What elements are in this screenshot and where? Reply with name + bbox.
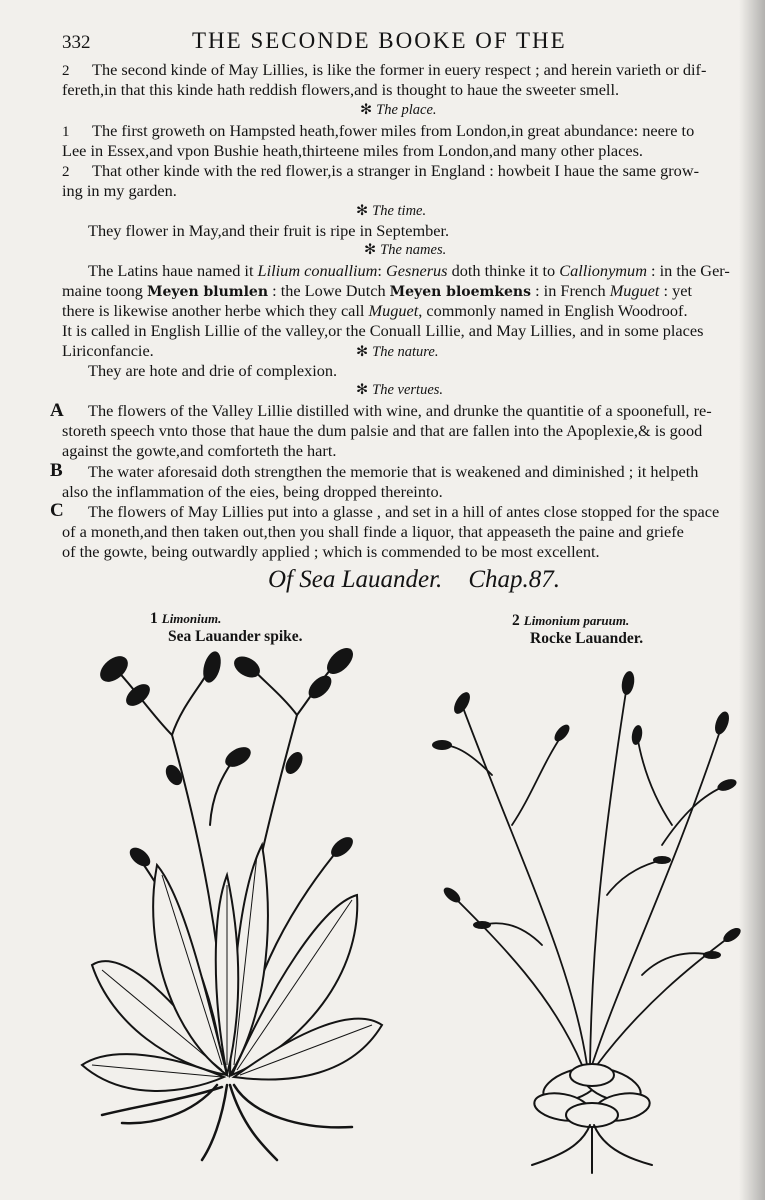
text-line: Liriconfancie. (62, 341, 154, 360)
paragraph-number: 1 (62, 124, 70, 140)
asterism-icon: ✻ (356, 382, 369, 398)
paragraph-number: 2 (62, 63, 70, 79)
text-line: The Latins haue named it Lilium conuallium: Gesnerus doth thinke it to Callionymum : in the Ger- (88, 261, 730, 280)
section-heading-vertues: ✻ The vertues. (356, 382, 444, 398)
text-line: Lee in Essex,and vpon Bushie heath,thirteene miles from London,and many other places. (62, 141, 643, 160)
figure-caption-2: 2 Limonium paruum. Rocke Lauander. (512, 612, 644, 647)
text-line: also the inflammation of the eies, being dropped thereinto. (62, 482, 443, 501)
section-heading-names: ✻ The names. (364, 242, 447, 258)
margin-letter: B (50, 460, 63, 481)
chapter-title: Of Sea Lauander. (268, 566, 443, 593)
margin-letter: A (50, 400, 64, 421)
text-line: storeth speech vnto those that haue the dum palsie and that are fallen into the Apoplexie,& is good (62, 421, 703, 440)
text-line: fereth,in that this kinde hath reddish flowers,and is thought to haue the sweeter smell. (62, 80, 620, 99)
text-line: They are hote and drie of complexion. (88, 361, 338, 380)
asterism-icon: ✻ (364, 242, 377, 258)
text-line: It is called in English Lillie of the valley,or the Conuall Lillie, and May Lillies, and in some places (62, 321, 704, 340)
asterism-icon: ✻ (356, 344, 369, 360)
text-line: The second kinde of May Lillies, is like the former in euery respect ; and herein varieth or dif- (92, 60, 707, 79)
text-line: there is likewise another herbe which they call Muguet, commonly named in English Woodroof. (62, 301, 688, 320)
page-number: 332 (62, 32, 91, 53)
text-line: against the gowte,and comforteth the hart. (62, 441, 337, 460)
text-line: of the gowte, being outwardly applied ; which is commended to be most excellent. (62, 542, 600, 561)
text-line: ing in my garden. (62, 181, 177, 200)
section-heading-nature: ✻ The nature. (356, 344, 439, 360)
figure-caption-1: 1 Limonium. Sea Lauander spike. (150, 610, 303, 645)
section-heading-time: ✻ The time. (356, 203, 427, 219)
chapter-heading (268, 566, 560, 594)
sea-lavender-illustration (62, 645, 392, 1165)
text-line: The first groweth on Hampsted heath,fower miles from London,in great abundance: neere to (92, 121, 695, 140)
text-line: of a moneth,and then taken out,then you shall finde a liquor, that appeaseth the paine and griefe (62, 522, 684, 541)
asterism-icon: ✻ (360, 102, 373, 118)
page-header (62, 28, 702, 58)
text-line: That other kinde with the red flower,is a stranger in England : howbeit I haue the same grow- (92, 161, 699, 180)
chapter-number: Chap.87. (468, 566, 560, 593)
margin-letter: C (50, 500, 64, 521)
text-line: The flowers of the Valley Lillie distilled with wine, and drunke the quantitie of a spoonefull, re- (88, 401, 712, 420)
text-line: maine toong Meyen blumlen : the Lowe Dutch Meyen bloemkens : in French Muguet : yet (62, 281, 692, 300)
text-line: The flowers of May Lillies put into a glasse , and set in a hill of antes close stopped for the space (88, 502, 720, 521)
paragraph-number: 2 (62, 164, 70, 180)
section-heading-place: ✻ The place. (360, 102, 437, 118)
text-line: They flower in May,and their fruit is ripe in September. (88, 221, 450, 240)
running-head: THE SECONDE BOOKE OF THE (192, 28, 567, 53)
text-line: The water aforesaid doth strengthen the memorie that is weakened and diminished ; it helpeth (88, 462, 699, 481)
asterism-icon: ✻ (356, 203, 369, 219)
rock-lavender-illustration (422, 645, 752, 1175)
